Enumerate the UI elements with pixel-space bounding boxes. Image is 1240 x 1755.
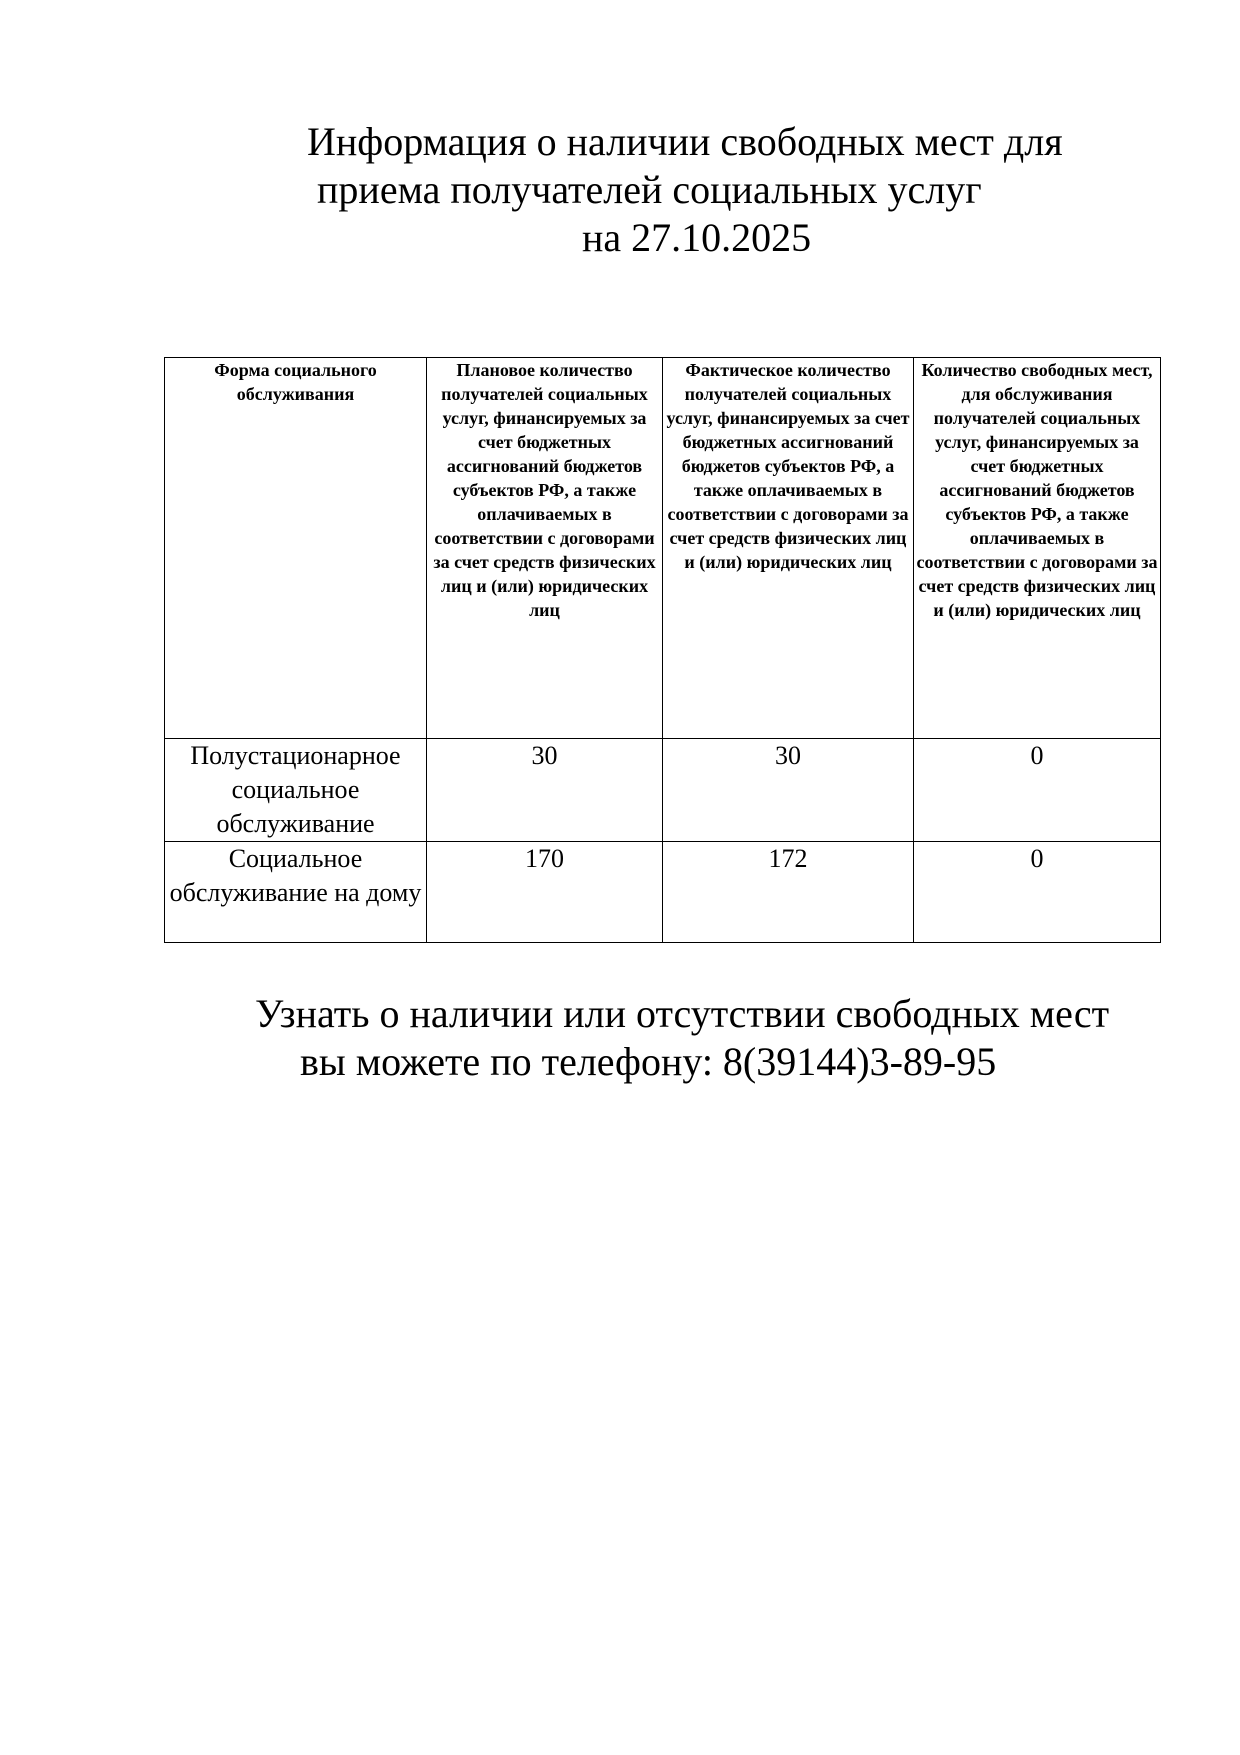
- contact-info: [0, 990, 1240, 1086]
- table-header-row: [165, 358, 1161, 739]
- page-title: [0, 118, 1240, 262]
- table-row: [165, 739, 1161, 842]
- row-planned-count: 30: [427, 739, 663, 842]
- header-planned-count: Плановое количество получателей социальных услуг, финансируемых за счет бюджетных ассигнований бюджетов субъектов РФ, а также оплачиваемых в соответствии с договорами за счет средств физических лиц и (или) юридических лиц: [427, 358, 663, 739]
- row-service-form: Социальное обслуживание на дому: [165, 842, 427, 943]
- row-planned-count: 170: [427, 842, 663, 943]
- header-actual-count: Фактическое количество получателей социальных услуг, финансируемых за счет бюджетных ассигнований бюджетов субъектов РФ, а также оплачиваемых в соответствии с договорами за счет средств физических лиц и (или) юридических лиц: [663, 358, 914, 739]
- title-date-line: на 27.10.2025: [582, 215, 812, 260]
- row-service-form: Полустационарное социальное обслуживание: [165, 739, 427, 842]
- row-actual-count: 172: [663, 842, 914, 943]
- vacancy-table: [164, 357, 1161, 943]
- table-row: [165, 842, 1161, 943]
- title-line-2: приема получателей социальных услуг: [317, 167, 982, 212]
- contact-phone-line: вы можете по телефону: 8(39144)3-89-95: [300, 1039, 997, 1084]
- header-free-places: Количество свободных мест, для обслуживания получателей социальных услуг, финансируемых за счет бюджетных ассигнований бюджетов субъектов РФ, а также оплачиваемых в соответствии с договорами за счет средств физических лиц и (или) юридических лиц: [914, 358, 1161, 739]
- contact-line-1: Узнать о наличии или отсутствии свободных мест: [255, 991, 1110, 1036]
- row-actual-count: 30: [663, 739, 914, 842]
- header-service-form: Форма социального обслуживания: [165, 358, 427, 739]
- row-free-places: 0: [914, 739, 1161, 842]
- title-line-1: Информация о наличии свободных мест для: [307, 119, 1063, 164]
- row-free-places: 0: [914, 842, 1161, 943]
